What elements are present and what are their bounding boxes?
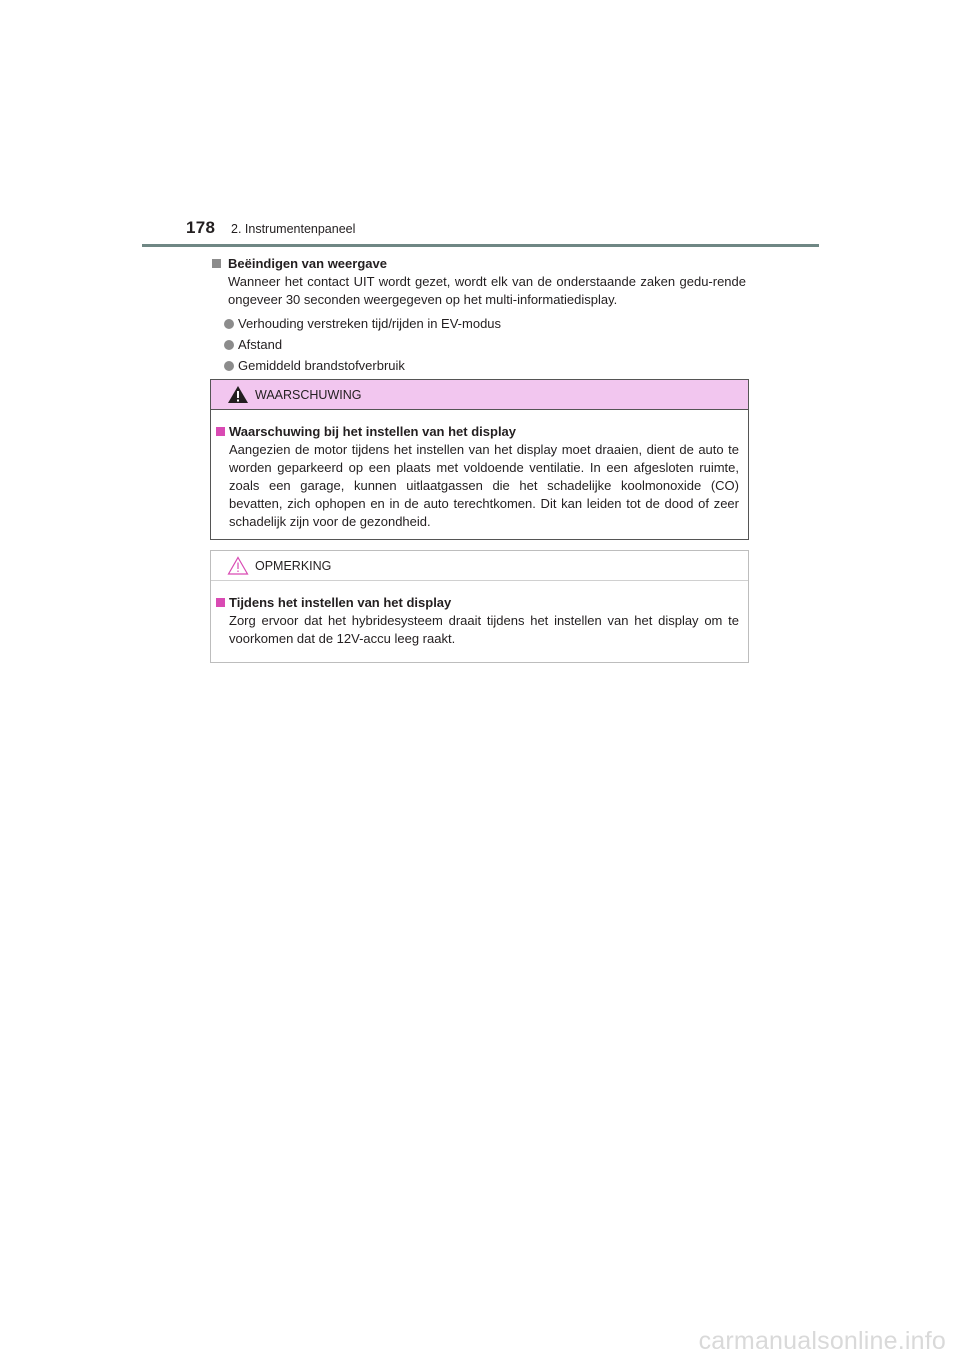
caution-triangle-icon [227, 556, 249, 575]
chapter-title: 2. Instrumentenpaneel [231, 222, 356, 236]
warning-title: Waarschuwing bij het instellen van het display [229, 424, 517, 439]
round-bullet-icon [224, 319, 234, 329]
bullet-list [210, 315, 746, 375]
round-bullet-icon [224, 340, 234, 350]
list-item-text: Gemiddeld brandstofverbruik [238, 358, 405, 373]
list-item [224, 336, 746, 354]
notice-heading [214, 594, 739, 612]
section-title: Beëindigen van weergave [228, 256, 387, 271]
list-item-text: Afstand [238, 337, 283, 352]
notice-text: Zorg ervoor dat het hybridesysteem draait tijdens het instellen van het display om te voorkomen dat de 12V-accu leeg raakt. [229, 613, 739, 646]
square-bullet-icon [216, 427, 225, 436]
page-number: 178 [186, 218, 216, 237]
notice-header [211, 551, 748, 581]
list-item [224, 315, 746, 333]
warning-body [211, 410, 748, 531]
list-item-text: Verhouding verstreken tijd/rijden in EV-modus [238, 316, 502, 331]
watermark: carmanualsonline.info [698, 1327, 946, 1355]
notice-title: Tijdens het instellen van het display [229, 595, 452, 610]
notice-box [210, 550, 749, 663]
square-bullet-icon [216, 598, 225, 607]
list-item [224, 357, 746, 375]
square-bullet-icon [212, 259, 221, 268]
warning-label: WAARSCHUWING [255, 388, 362, 402]
warning-box [210, 379, 749, 540]
section-end-display [210, 255, 746, 378]
notice-body [211, 581, 748, 648]
section-heading [210, 255, 746, 273]
warning-header [211, 380, 748, 410]
warning-triangle-icon [227, 385, 249, 404]
section-text: Wanneer het contact UIT wordt gezet, wordt elk van de onderstaande zaken gedu-rende ongeveer 30 seconden weergegeven op het multi-informatiedisplay. [228, 274, 746, 307]
round-bullet-icon [224, 361, 234, 371]
header-divider [142, 244, 819, 247]
page-header [0, 0, 960, 250]
notice-label: OPMERKING [255, 559, 332, 573]
warning-text: Aangezien de motor tijdens het instellen van het display moet draaien, dient de auto te worden geparkeerd op een plaats met voldoende ventilatie. In een afgesloten ruimte, zoals een garage, kunnen uitlaatgassen die het schadelijke koolmonoxide (CO) bevatten, zich ophopen en in de auto terechtkomen. Dit kan leiden tot de dood of zeer schadelijk zijn voor de gezondheid. [229, 442, 739, 529]
warning-heading [214, 423, 739, 441]
